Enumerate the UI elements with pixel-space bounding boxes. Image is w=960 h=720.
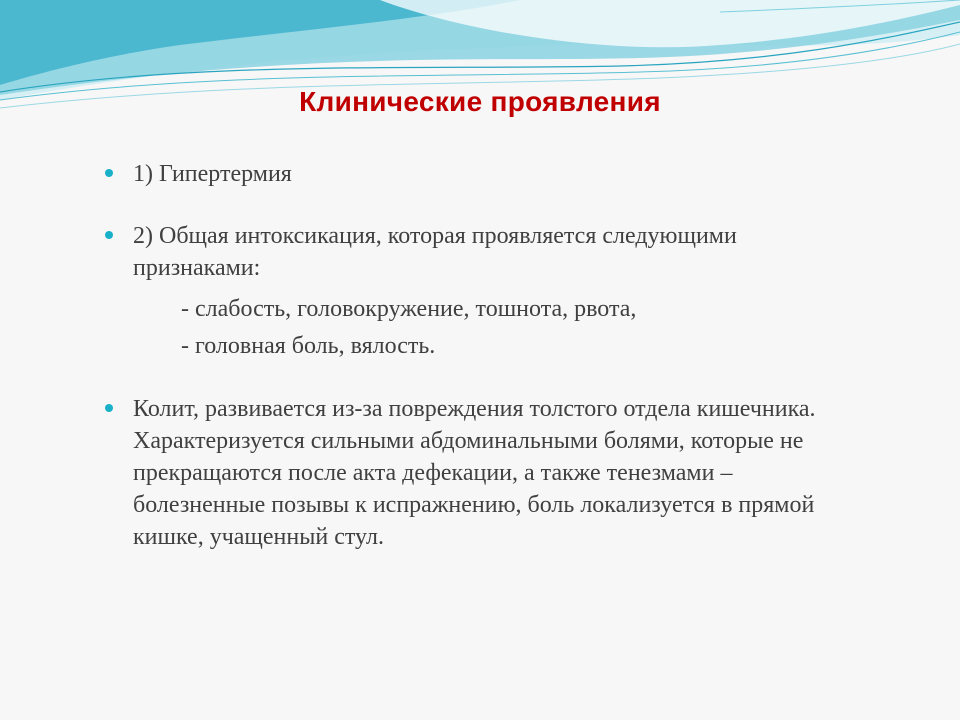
bullet-item-hyperthermia — [105, 158, 905, 190]
bullet-dot-icon — [105, 169, 113, 177]
slide-title: Клинические проявления — [299, 86, 661, 117]
bullet-dot-icon — [105, 404, 113, 412]
bullet-line: Колит, развивается из-за повреждения толстого отдела кишечника. — [133, 396, 816, 422]
bullet-item-colitis — [105, 393, 905, 553]
bullet-line: 1) Гипертермия — [133, 161, 292, 187]
bullet-dot-icon — [105, 231, 113, 239]
bullet-line: прекращаются после акта дефекации, а также тенезмами – — [133, 460, 733, 486]
bullet-line: кишке, учащенный стул. — [133, 524, 384, 550]
sub-item: - слабость, головокружение, тошнота, рвота, — [181, 296, 637, 322]
bullet-line: болезненные позывы к испражнению, боль локализуется в прямой — [133, 492, 815, 518]
bullet-line: признаками: — [133, 255, 261, 281]
slide-content — [105, 158, 905, 553]
bullet-item-intoxication — [105, 220, 905, 362]
bullet-line: 2) Общая интоксикация, которая проявляется следующими — [133, 223, 737, 249]
bullet-line: Характеризуется сильными абдоминальными болями, которые не — [133, 428, 804, 454]
sub-item: - головная боль, вялость. — [181, 333, 436, 359]
